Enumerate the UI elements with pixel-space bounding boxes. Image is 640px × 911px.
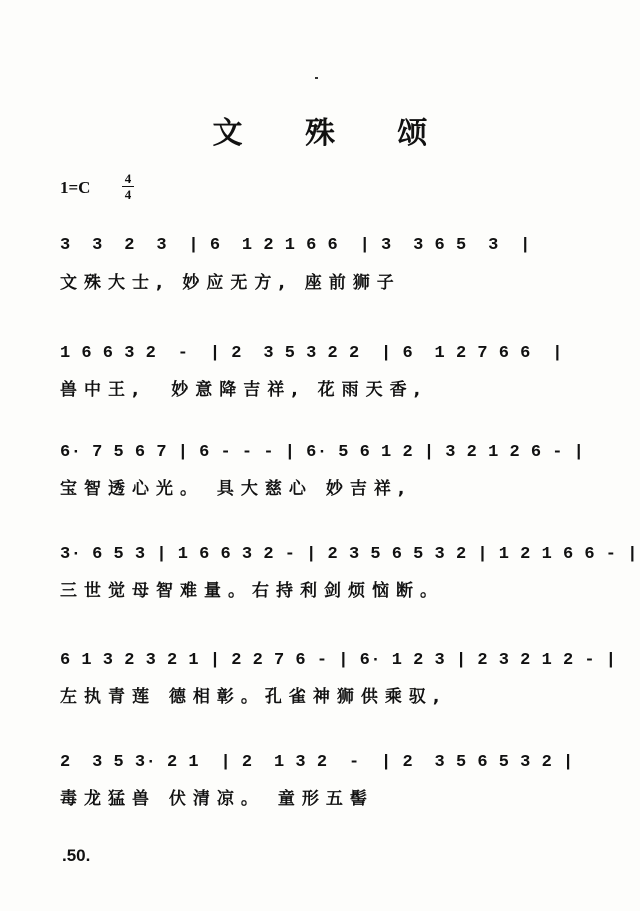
time-signature-bottom: 4 bbox=[124, 187, 132, 202]
notation-line-4: 3· 6 5 3 | 1 6 6 3 2 - | 2 3 5 6 5 3 2 | 1 2 1 6 6 - | bbox=[60, 545, 638, 564]
lyric-line-2: 兽中王, 妙意降吉祥, 花雨天香, bbox=[60, 380, 428, 400]
song-title: 文 殊 颂 bbox=[212, 116, 454, 151]
notation-line-1: 3 3 2 3 | 6 1 2 1 6 6 | 3 3 6 5 3 | bbox=[60, 236, 531, 255]
page-number: .50. bbox=[62, 846, 91, 865]
notation-line-6: 2 3 5 3· 2 1 | 2 1 3 2 - | 2 3 5 6 5 3 2 | bbox=[60, 753, 574, 772]
lyric-line-5: 左执青莲 德相彰。孔雀神狮供乘驭, bbox=[60, 687, 447, 707]
lyric-line-3: 宝智透心光。 具大慈心 妙吉祥, bbox=[60, 479, 412, 499]
scan-speck bbox=[315, 77, 318, 79]
notation-line-3: 6· 7 5 6 7 | 6 - - - | 6· 5 6 1 2 | 3 2 1 2 6 - | bbox=[60, 443, 585, 462]
notation-line-2: 1 6 6 3 2 - | 2 3 5 3 2 2 | 6 1 2 7 6 6 | bbox=[60, 344, 563, 363]
lyric-line-1: 文殊大士, 妙应无方, 座前狮子 bbox=[60, 273, 401, 293]
time-signature bbox=[120, 172, 136, 201]
time-signature-top: 4 bbox=[124, 171, 132, 186]
key-signature: 1=C bbox=[60, 178, 91, 197]
lyric-line-4: 三世觉母智难量。右持利剑烦恼断。 bbox=[60, 581, 444, 601]
notation-line-5: 6 1 3 2 3 2 1 | 2 2 7 6 - | 6· 1 2 3 | 2 3 2 1 2 - | bbox=[60, 651, 617, 670]
lyric-line-6: 毒龙猛兽 伏清凉。 童形五髻 bbox=[60, 789, 374, 809]
